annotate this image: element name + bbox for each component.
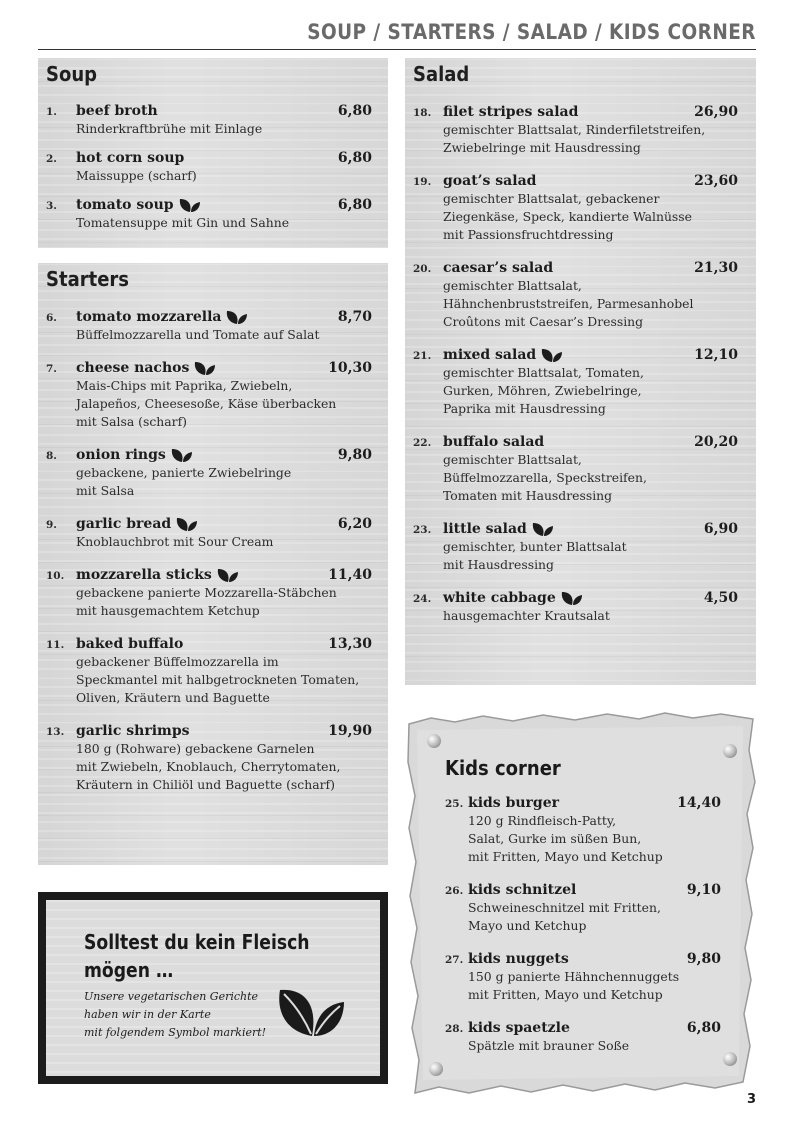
menu-item-description-line: Croûtons mit Caesar’s Dressing	[443, 314, 644, 329]
menu-item-description-line: Speckmantel mit halbgetrockneten Tomaten,	[76, 672, 360, 687]
menu-item-number: 8.	[46, 450, 57, 462]
menu-item-name	[76, 359, 216, 377]
leaf-icon	[274, 984, 346, 1040]
leaf-icon	[179, 198, 201, 213]
menu-item-name	[76, 196, 201, 214]
pin-icon	[723, 1052, 737, 1066]
menu-item-number: 25.	[445, 798, 464, 810]
menu-item	[46, 446, 372, 500]
menu-item-number: 3.	[46, 200, 57, 212]
menu-item-description	[468, 968, 679, 1004]
menu-item-description-line: mit Salsa	[76, 483, 135, 498]
menu-item-description-line: Jalapeños, Cheesesoße, Käse überbacken	[76, 396, 337, 411]
leaf-icon	[176, 517, 198, 532]
menu-item-price: 8,70	[337, 309, 372, 325]
menu-item-price: 9,10	[686, 882, 721, 898]
menu-item-name-text: kids schnitzel	[468, 882, 577, 898]
menu-item-name	[76, 446, 193, 464]
menu-item-name	[76, 722, 190, 740]
leaf-icon	[561, 591, 583, 606]
menu-item	[413, 589, 738, 625]
menu-item-description-line: gemischter Blattsalat, Tomaten,	[443, 365, 644, 380]
menu-item-description-line: gebackene panierte Mozzarella-Stäbchen	[76, 585, 337, 600]
menu-item-number: 19.	[413, 176, 432, 188]
menu-item-price: 6,90	[703, 521, 738, 537]
menu-item-description	[443, 190, 692, 244]
pin-icon	[723, 744, 737, 758]
kids-corner-panel	[403, 710, 763, 1100]
menu-item-description-line: Schweineschnitzel mit Fritten,	[468, 900, 661, 915]
menu-item	[46, 566, 372, 620]
menu-item-description	[76, 740, 340, 794]
menu-item-name-text: cheese nachos	[76, 360, 190, 376]
leaf-icon	[532, 522, 554, 537]
menu-item-name-text: caesar’s salad	[443, 260, 554, 276]
menu-item-name	[443, 433, 544, 451]
menu-item	[413, 259, 738, 331]
menu-item-number: 1.	[46, 106, 57, 118]
menu-item	[445, 794, 721, 866]
menu-item-description-line: mit Hausdressing	[443, 557, 554, 572]
menu-item-description-line: gebackener Büffelmozzarella im	[76, 654, 279, 669]
section-title-starters: Starters	[46, 267, 129, 291]
menu-item-description	[443, 277, 693, 331]
menu-item-description-line: Tomatensuppe mit Gin und Sahne	[76, 215, 290, 230]
menu-item-description-line: Mayo und Ketchup	[468, 918, 587, 933]
menu-item-price: 20,20	[694, 434, 738, 450]
menu-item-name-text: hot corn soup	[76, 150, 185, 166]
veggie-note-panel	[46, 900, 380, 1076]
menu-item-name	[76, 566, 239, 584]
menu-item-description-line: mit Salsa (scharf)	[76, 414, 187, 429]
menu-item-name-text: tomato mozzarella	[76, 309, 222, 325]
starters-panel	[38, 263, 388, 865]
soup-panel	[38, 58, 388, 248]
menu-item-name-text: onion rings	[76, 447, 166, 463]
menu-item-name	[443, 103, 578, 121]
menu-item	[413, 172, 738, 244]
menu-item-description-line: Hähnchenbruststreifen, Parmesanhobel	[443, 296, 694, 311]
veggie-note-text	[84, 988, 266, 1042]
menu-item-description	[76, 584, 337, 620]
menu-item	[46, 102, 372, 138]
menu-item-description	[443, 451, 647, 505]
menu-item-price: 23,60	[694, 173, 738, 189]
menu-item-price: 10,30	[328, 360, 372, 376]
page-number: 3	[746, 1092, 756, 1107]
menu-item	[413, 433, 738, 505]
menu-item-price: 19,90	[328, 723, 372, 739]
veggie-note-line: haben wir in der Karte	[84, 1008, 211, 1021]
menu-item-price: 9,80	[337, 447, 372, 463]
menu-item-name	[76, 149, 184, 167]
menu-item	[46, 722, 372, 794]
menu-item-description-line: Tomaten mit Hausdressing	[443, 488, 613, 503]
menu-item-description	[76, 464, 291, 500]
menu-item-price: 13,30	[328, 636, 372, 652]
menu-item-description-line: hausgemachter Krautsalat	[443, 608, 610, 623]
menu-item-name	[443, 346, 563, 364]
veggie-note-box	[38, 892, 388, 1084]
menu-item-description-line: Rinderkraftbrühe mit Einlage	[76, 121, 263, 136]
menu-item-name-text: kids burger	[468, 795, 559, 811]
menu-item-name-text: beef broth	[76, 103, 158, 119]
menu-item-price: 9,80	[686, 951, 721, 967]
veggie-note-title: Solltest du kein Fleisch	[84, 930, 310, 954]
menu-item-price: 12,10	[694, 347, 738, 363]
menu-item-description-line: gemischter Blattsalat, Rinderfiletstreifen,	[443, 122, 706, 137]
menu-item-number: 24.	[413, 593, 432, 605]
menu-item-name-text: mozzarella sticks	[76, 567, 212, 583]
menu-item-description-line: Mais-Chips mit Paprika, Zwiebeln,	[76, 378, 293, 393]
menu-item-number: 23.	[413, 524, 432, 536]
menu-item	[46, 308, 372, 344]
menu-item	[413, 346, 738, 418]
menu-item-name-text: buffalo salad	[443, 434, 545, 450]
menu-item-number: 2.	[46, 153, 57, 165]
section-title-kids: Kids corner	[445, 756, 561, 780]
menu-item-price: 6,80	[337, 103, 372, 119]
menu-item-name	[76, 515, 198, 533]
menu-item-description	[468, 812, 663, 866]
menu-item-price: 21,30	[694, 260, 738, 276]
menu-item-description	[76, 533, 273, 551]
menu-item-number: 26.	[445, 885, 464, 897]
menu-item-description-line: Salat, Gurke im süßen Bun,	[468, 831, 642, 846]
menu-item	[46, 635, 372, 707]
menu-item-description-line: gemischter, bunter Blattsalat	[443, 539, 627, 554]
menu-item-description	[76, 326, 319, 344]
menu-item-description	[76, 120, 262, 138]
menu-item-name-text: goat’s salad	[443, 173, 537, 189]
menu-item	[46, 196, 372, 232]
menu-item-description	[76, 377, 336, 431]
menu-item-name	[443, 259, 553, 277]
menu-item	[445, 881, 721, 935]
menu-item-number: 22.	[413, 437, 432, 449]
menu-item-description-line: Paprika mit Hausdressing	[443, 401, 606, 416]
leaf-icon	[194, 361, 216, 376]
menu-item-number: 9.	[46, 519, 57, 531]
menu-item-description-line: gebackene, panierte Zwiebelringe	[76, 465, 292, 480]
menu-item-price: 14,40	[677, 795, 721, 811]
menu-item-price: 11,40	[328, 567, 372, 583]
menu-item-name-text: kids spaetzle	[468, 1020, 570, 1036]
veggie-note-line: Unsere vegetarischen Gerichte	[84, 990, 259, 1003]
menu-item	[46, 149, 372, 185]
veggie-note-line: mit folgendem Symbol markiert!	[84, 1026, 267, 1039]
menu-item-number: 28.	[445, 1023, 464, 1035]
page-header	[38, 18, 756, 50]
menu-item-description-line: Kräutern in Chiliöl und Baguette (scharf)	[76, 777, 335, 792]
menu-item-description-line: Spätzle mit brauner Soße	[468, 1038, 630, 1053]
menu-item-description-line: mit Passionsfruchtdressing	[443, 227, 614, 242]
menu-item-description-line: Zwiebelringe mit Hausdressing	[443, 140, 641, 155]
menu-item-description	[76, 653, 359, 707]
pin-icon	[429, 1062, 443, 1076]
menu-item-name	[468, 881, 576, 899]
menu-item	[46, 359, 372, 431]
menu-item-name-text: garlic bread	[76, 516, 172, 532]
menu-item-number: 10.	[46, 570, 65, 582]
menu-item	[445, 1019, 721, 1055]
menu-item-description	[76, 167, 197, 185]
menu-item-number: 18.	[413, 107, 432, 119]
menu-item-name	[76, 635, 183, 653]
menu-item-name-text: white cabbage	[443, 590, 556, 606]
menu-item-description	[443, 607, 610, 625]
menu-item-name	[443, 589, 583, 607]
menu-item-description-line: Oliven, Kräutern und Baguette	[76, 690, 270, 705]
menu-item-description-line: Büffelmozzarella und Tomate auf Salat	[76, 327, 320, 342]
menu-item-name	[443, 520, 554, 538]
menu-item-price: 6,80	[686, 1020, 721, 1036]
menu-item-number: 11.	[46, 639, 65, 651]
menu-item-number: 27.	[445, 954, 464, 966]
menu-item-number: 7.	[46, 363, 57, 375]
menu-item-name-text: little salad	[443, 521, 527, 537]
menu-item-description-line: 180 g (Rohware) gebackene Garnelen	[76, 741, 315, 756]
menu-item	[445, 950, 721, 1004]
menu-item-name	[468, 950, 569, 968]
menu-item-name-text: tomato soup	[76, 197, 174, 213]
menu-item-description-line: mit Fritten, Mayo und Ketchup	[468, 987, 663, 1002]
menu-item-name-text: garlic shrimps	[76, 723, 190, 739]
menu-item-number: 20.	[413, 263, 432, 275]
menu-item-description	[443, 121, 705, 157]
menu-item-description-line: Maissuppe (scharf)	[76, 168, 197, 183]
menu-item-name-text: kids nuggets	[468, 951, 569, 967]
menu-item-number: 6.	[46, 312, 57, 324]
menu-item-description-line: 120 g Rindfleisch-Patty,	[468, 813, 617, 828]
menu-item-description-line: gemischter Blattsalat,	[443, 278, 582, 293]
menu-item	[413, 103, 738, 157]
menu-item-description	[443, 364, 644, 418]
menu-item-name	[468, 1019, 570, 1037]
menu-item	[46, 515, 372, 551]
menu-item-description-line: gemischter Blattsalat,	[443, 452, 582, 467]
menu-item-name	[443, 172, 536, 190]
menu-item-name	[76, 308, 248, 326]
leaf-icon	[226, 310, 248, 325]
page-title: SOUP / STARTERS / SALAD / KIDS CORNER	[307, 20, 756, 44]
menu-item-number: 21.	[413, 350, 432, 362]
menu-item-description-line: Ziegenkäse, Speck, kandierte Walnüsse	[443, 209, 692, 224]
veggie-note-title: mögen …	[84, 958, 174, 982]
menu-item-description	[76, 214, 289, 232]
menu-item-description-line: 150 g panierte Hähnchennuggets	[468, 969, 680, 984]
leaf-icon	[541, 348, 563, 363]
menu-item-description	[443, 538, 627, 574]
leaf-icon	[171, 448, 193, 463]
salad-panel	[405, 58, 756, 685]
menu-item-price: 6,80	[337, 197, 372, 213]
menu-item-name-text: filet stripes salad	[443, 104, 579, 120]
menu-item-name-text: baked buffalo	[76, 636, 184, 652]
menu-item-description-line: Knoblauchbrot mit Sour Cream	[76, 534, 274, 549]
menu-item-number: 13.	[46, 726, 65, 738]
menu-item-price: 6,80	[337, 150, 372, 166]
menu-item-description	[468, 1037, 629, 1055]
section-title-soup: Soup	[46, 62, 98, 86]
pin-icon	[427, 734, 441, 748]
menu-item-description-line: Büffelmozzarella, Speckstreifen,	[443, 470, 647, 485]
menu-item-name-text: mixed salad	[443, 347, 537, 363]
menu-item-price: 6,20	[337, 516, 372, 532]
section-title-salad: Salad	[413, 62, 470, 86]
menu-item-price: 4,50	[703, 590, 738, 606]
menu-item-description-line: mit hausgemachtem Ketchup	[76, 603, 260, 618]
menu-item-name	[468, 794, 559, 812]
menu-item-description-line: gemischter Blattsalat, gebackener	[443, 191, 660, 206]
menu-item-description	[468, 899, 661, 935]
menu-item-description-line: mit Fritten, Mayo und Ketchup	[468, 849, 663, 864]
menu-item-description-line: Gurken, Möhren, Zwiebelringe,	[443, 383, 642, 398]
menu-item	[413, 520, 738, 574]
menu-item-description-line: mit Zwiebeln, Knoblauch, Cherrytomaten,	[76, 759, 341, 774]
menu-item-price: 26,90	[694, 104, 738, 120]
menu-item-name	[76, 102, 158, 120]
leaf-icon	[217, 568, 239, 583]
